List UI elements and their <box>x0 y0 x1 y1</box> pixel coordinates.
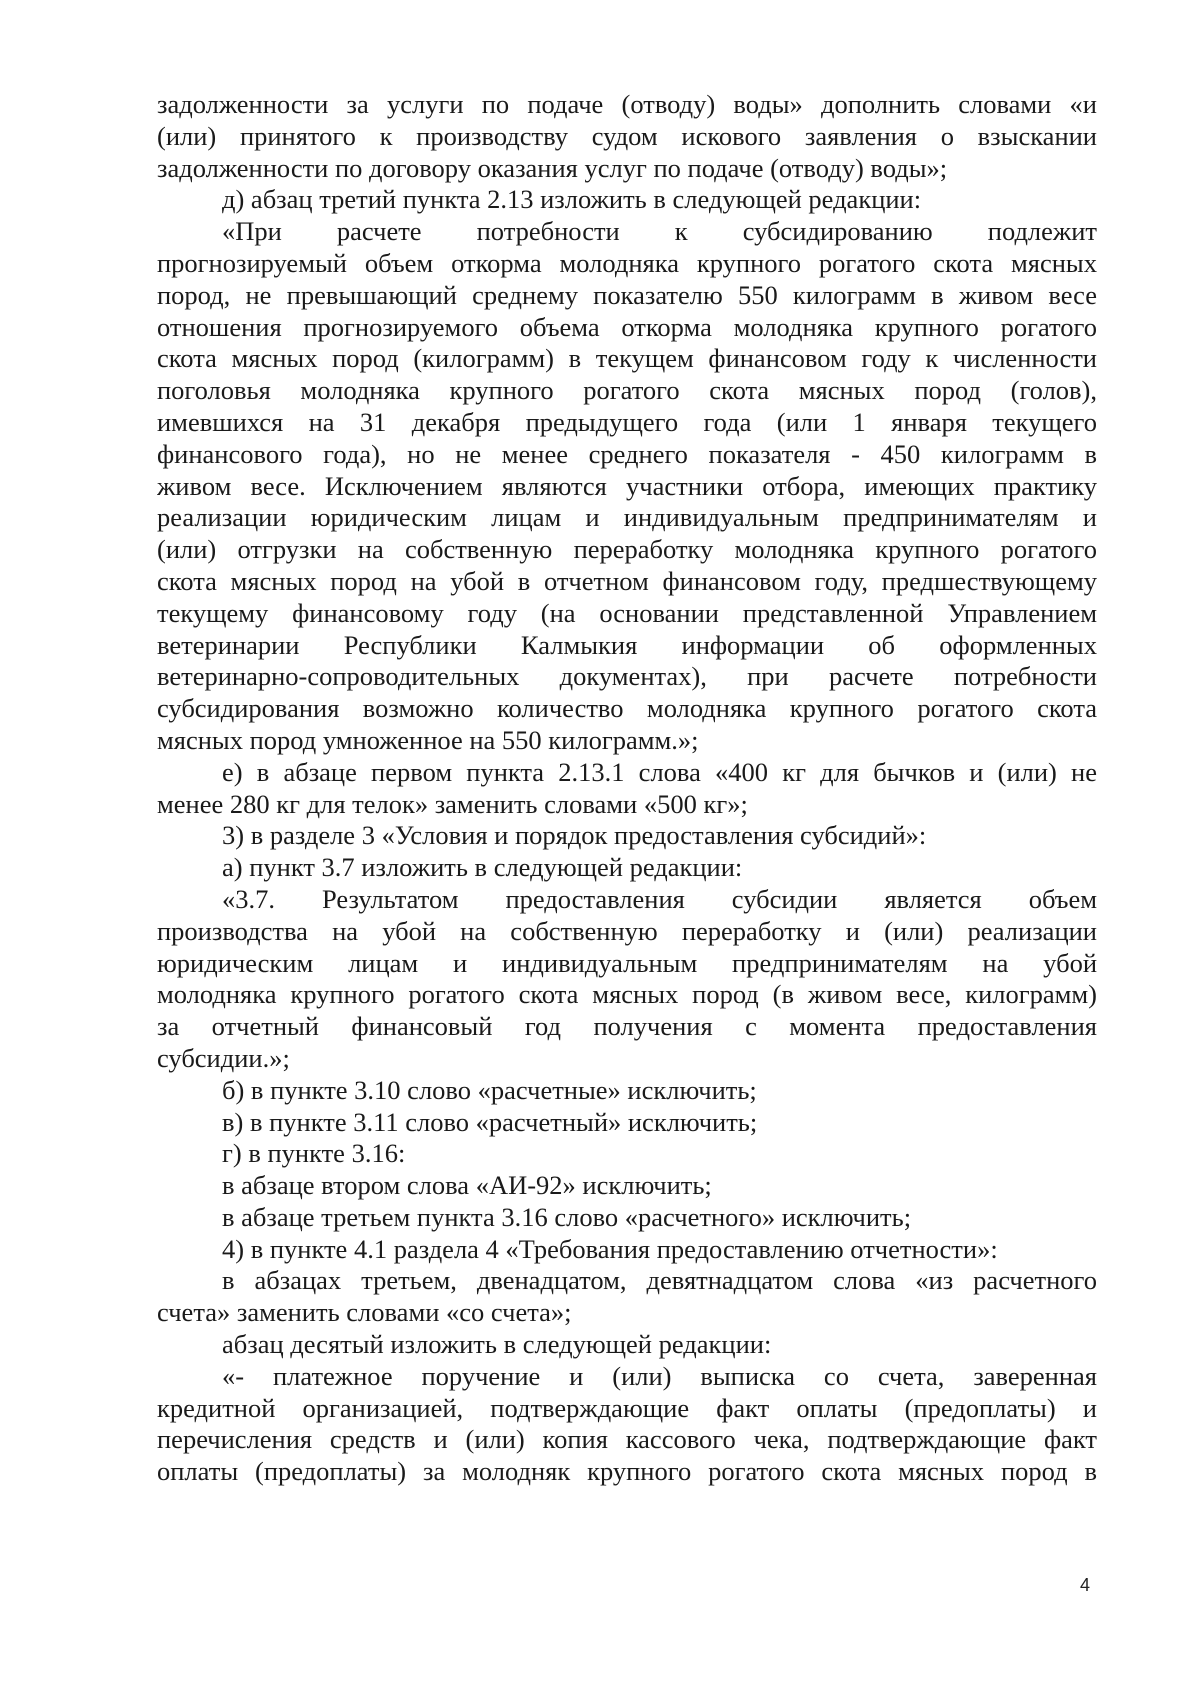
text-line: задолженности по договору оказания услуг по подаче (отводу) воды»; <box>157 152 948 183</box>
text-line: имевшихся на 31 декабря предыдущего года (или 1 января текущего <box>157 406 1097 437</box>
text-line: г) в пункте 3.16: <box>222 1138 406 1169</box>
text-line: счета» заменить словами «со счета»; <box>157 1297 572 1328</box>
text-line: оплаты (предоплаты) за молодняк крупного рогатого скота мясных пород в <box>157 1456 1097 1487</box>
text-line: юридическим лицам и индивидуальным предпринимателям на убой <box>157 947 1097 978</box>
document-body <box>157 89 1097 1488</box>
text-line: в абзаце втором слова «АИ-92» исключить; <box>222 1170 712 1201</box>
text-line: е) в абзаце первом пункта 2.13.1 слова «400 кг для бычков и (или) не <box>222 756 1097 787</box>
text-line: «При расчете потребности к субсидированию подлежит <box>222 216 1097 247</box>
text-line: скота мясных пород на убой в отчетном финансовом году, предшествующему <box>157 565 1097 596</box>
text-line: ветеринарии Республики Калмыкия информации об оформленных <box>157 629 1097 660</box>
text-line: мясных пород умноженное на 550 килограмм.»; <box>157 724 699 755</box>
text-line: перечисления средств и (или) копия кассового чека, подтверждающие факт <box>157 1424 1097 1455</box>
text-line: текущему финансовому году (на основании представленной Управлением <box>157 597 1097 628</box>
text-line: поголовья молодняка крупного рогатого скота мясных пород (голов), <box>157 375 1097 406</box>
text-line: 3) в разделе 3 «Условия и порядок предоставления субсидий»: <box>222 820 927 851</box>
text-line: а) пункт 3.7 изложить в следующей редакции: <box>222 852 743 883</box>
text-line: за отчетный финансовый год получения с момента предоставления <box>157 1011 1097 1042</box>
text-line: абзац десятый изложить в следующей редакции: <box>222 1329 772 1360</box>
text-line: субсидии.»; <box>157 1042 290 1073</box>
text-line: пород, не превышающий среднему показателю 550 килограмм в живом весе <box>157 279 1097 310</box>
text-line: ветеринарно-сопроводительных документах), при расчете потребности <box>157 661 1097 692</box>
text-line: скота мясных пород (килограмм) в текущем финансовом году к численности <box>157 343 1097 374</box>
text-line: 4) в пункте 4.1 раздела 4 «Требования предоставлению отчетности»: <box>222 1233 998 1264</box>
text-line: (или) принятого к производству судом искового заявления о взыскании <box>157 120 1097 151</box>
text-line: кредитной организацией, подтверждающие факт оплаты (предоплаты) и <box>157 1392 1097 1423</box>
text-line: субсидирования возможно количество молодняка крупного рогатого скота <box>157 693 1097 724</box>
text-line: финансового года), но не менее среднего показателя - 450 килограмм в <box>157 438 1097 469</box>
text-line: прогнозируемый объем откорма молодняка крупного рогатого скота мясных <box>157 247 1097 278</box>
text-line: менее 280 кг для телок» заменить словами «500 кг»; <box>157 788 748 819</box>
text-line: «3.7. Результатом предоставления субсидии является объем <box>222 883 1097 914</box>
text-line: молодняка крупного рогатого скота мясных пород (в живом весе, килограмм) <box>157 979 1097 1010</box>
text-line: производства на убой на собственную переработку и (или) реализации <box>157 915 1097 946</box>
text-line: живом весе. Исключением являются участники отбора, имеющих практику <box>157 470 1097 501</box>
text-line: д) абзац третий пункта 2.13 изложить в следующей редакции: <box>222 184 922 215</box>
text-line: в абзацах третьем, двенадцатом, девятнадцатом слова «из расчетного <box>222 1265 1097 1296</box>
text-line: отношения прогнозируемого объема откорма молодняка крупного рогатого <box>157 311 1097 342</box>
page-number: 4 <box>1080 1575 1091 1595</box>
text-line: в абзаце третьем пункта 3.16 слово «расчетного» исключить; <box>222 1201 912 1232</box>
text-line: реализации юридическим лицам и индивидуальным предпринимателям и <box>157 502 1097 533</box>
text-line: (или) отгрузки на собственную переработку молодняка крупного рогатого <box>157 534 1097 565</box>
text-line: б) в пункте 3.10 слово «расчетные» исключить; <box>222 1074 757 1105</box>
text-line: задолженности за услуги по подаче (отводу) воды» дополнить словами «и <box>157 89 1097 119</box>
text-line: в) в пункте 3.11 слово «расчетный» исключить; <box>222 1106 758 1137</box>
text-line: «- платежное поручение и (или) выписка со счета, заверенная <box>222 1360 1097 1391</box>
